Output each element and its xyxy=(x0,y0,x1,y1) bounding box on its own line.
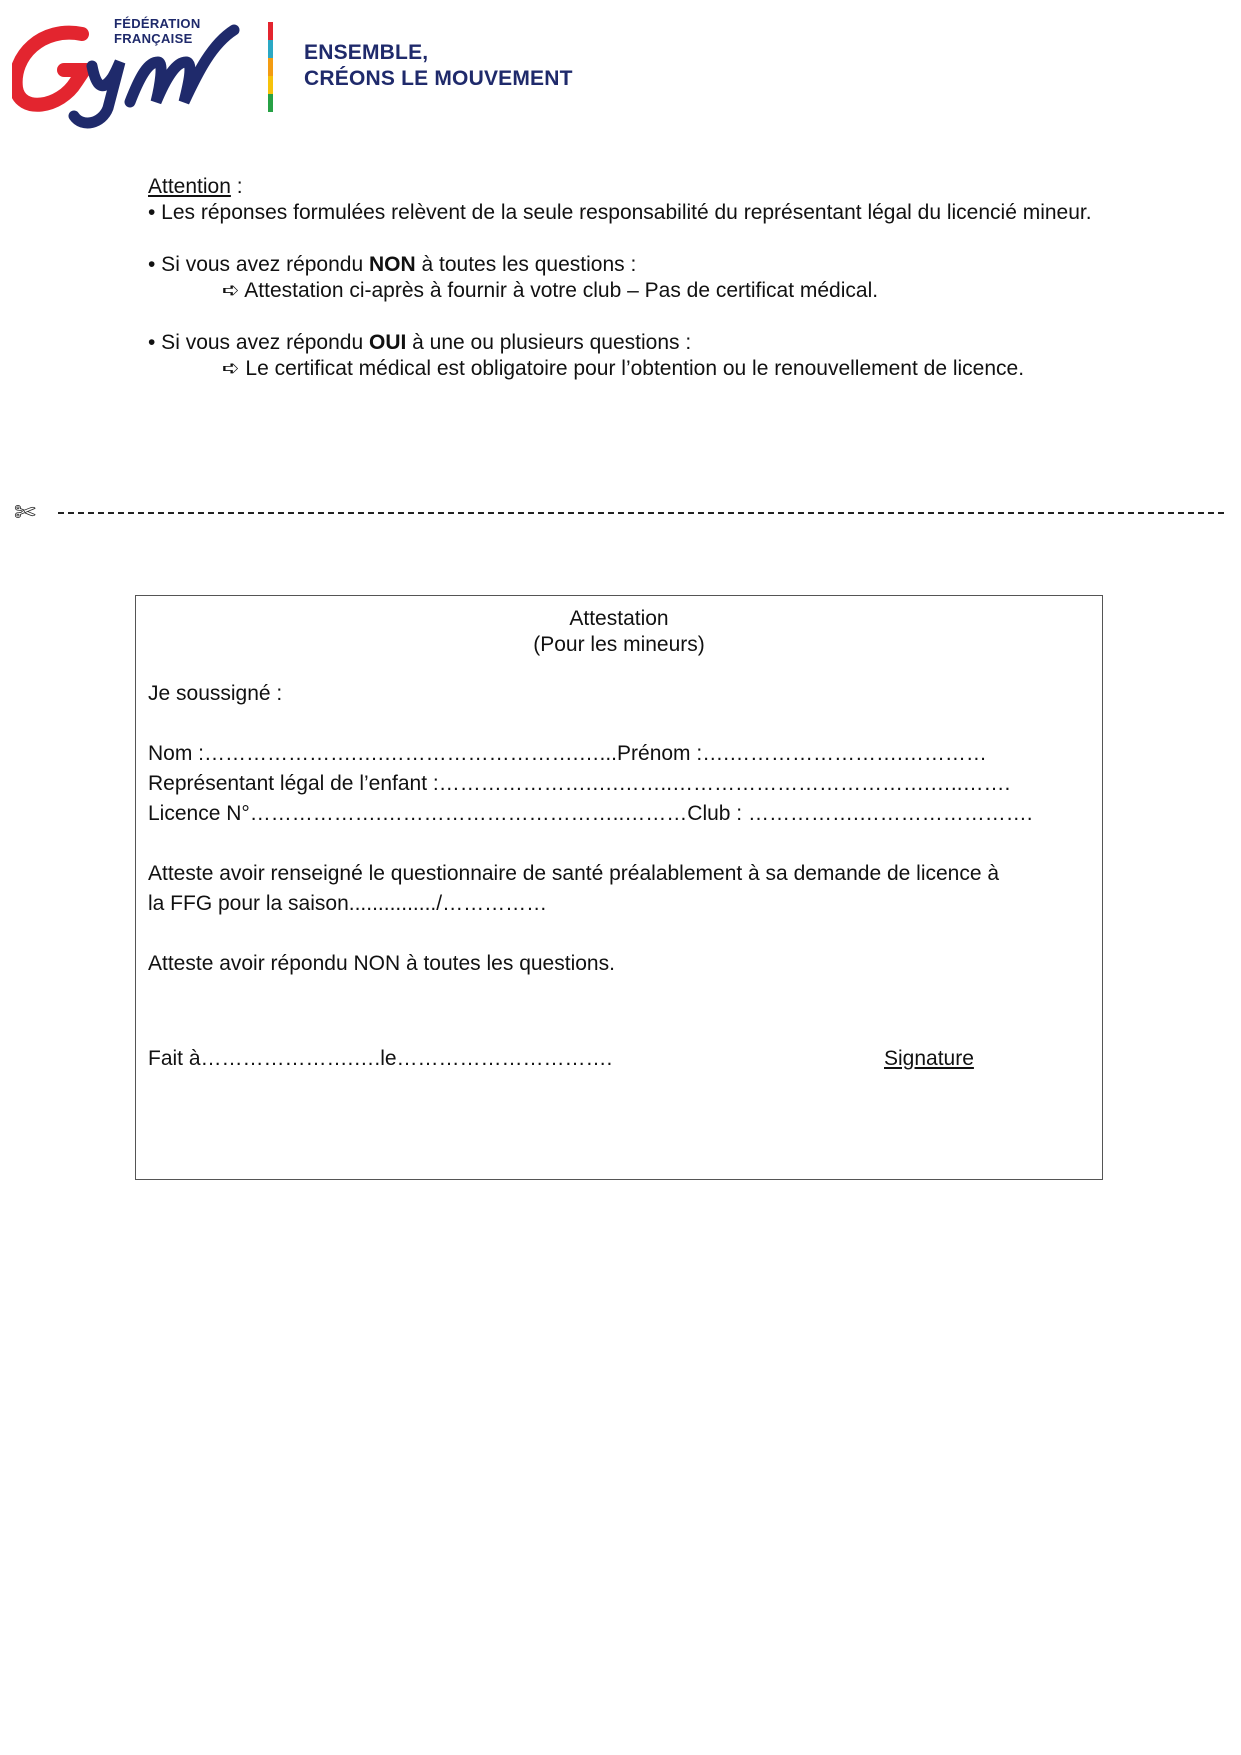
header xyxy=(12,16,612,136)
atteste-questionnaire-line1: Atteste avoir renseigné le questionnaire de santé préalablement à sa demande de licence à xyxy=(148,862,1000,885)
scissors-icon: ✄ xyxy=(14,497,36,527)
cut-line xyxy=(14,497,1224,527)
color-bar xyxy=(268,22,273,112)
attention-label: Attention xyxy=(148,175,231,198)
notice-bullet-1: • Les réponses formulées relèvent de la seule responsabilité du représentant légal du licencié mineur. xyxy=(148,201,1092,224)
atteste-non-statement: Atteste avoir répondu NON à toutes les questions. xyxy=(148,952,615,975)
notice-bullet-3: • Si vous avez répondu OUI à une ou plusieurs questions : xyxy=(148,331,692,354)
dashed-divider xyxy=(58,512,1224,514)
slogan: ENSEMBLE, CRÉONS LE MOUVEMENT xyxy=(304,41,573,90)
federation-name: FÉDÉRATION FRANÇAISE xyxy=(114,16,201,46)
fait-a-le-field[interactable]: Fait à………………….….le…………………………. xyxy=(148,1047,613,1070)
nom-prenom-field[interactable]: Nom :………………….….……………………….…...Prénom :….…………………….………… xyxy=(148,742,987,765)
notice-section: Attention : • Les réponses formulées relèvent de la seule responsabilité du représentant légal du licencié mineur. • Si vous avez répondu NON à toutes les questions : ➪ Attestation ci-après à fournir à votre club – Pas de certificat médical. • Si vous avez répondu OUI à une ou plusieurs questions : ➪ Le certificat médical est obligatoire pour l’obtention ou le renouvellement de licence. xyxy=(148,174,1108,382)
attestation-title: Attestation (Pour les mineurs) xyxy=(533,607,705,656)
notice-bullet-3-sub: ➪ Le certificat médical est obligatoire pour l’obtention ou le renouvellement de licence. xyxy=(222,357,1025,380)
representant-field[interactable]: Représentant légal de l’enfant :………………….….……..……………………………….…..……. xyxy=(148,772,1011,795)
notice-bullet-2-sub: ➪ Attestation ci-après à fournir à votre club – Pas de certificat médical. xyxy=(222,279,879,302)
signature-label: Signature xyxy=(884,1047,974,1070)
licence-club-field[interactable]: Licence N°……………….……………………………..………Club : …………….……………………. xyxy=(148,802,1033,825)
soussigne-label: Je soussigné : xyxy=(148,682,283,705)
attestation-form xyxy=(135,595,1103,1180)
saison-field[interactable]: la FFG pour la saison.............../…………… xyxy=(148,892,548,915)
notice-bullet-2: • Si vous avez répondu NON à toutes les questions : xyxy=(148,253,637,276)
